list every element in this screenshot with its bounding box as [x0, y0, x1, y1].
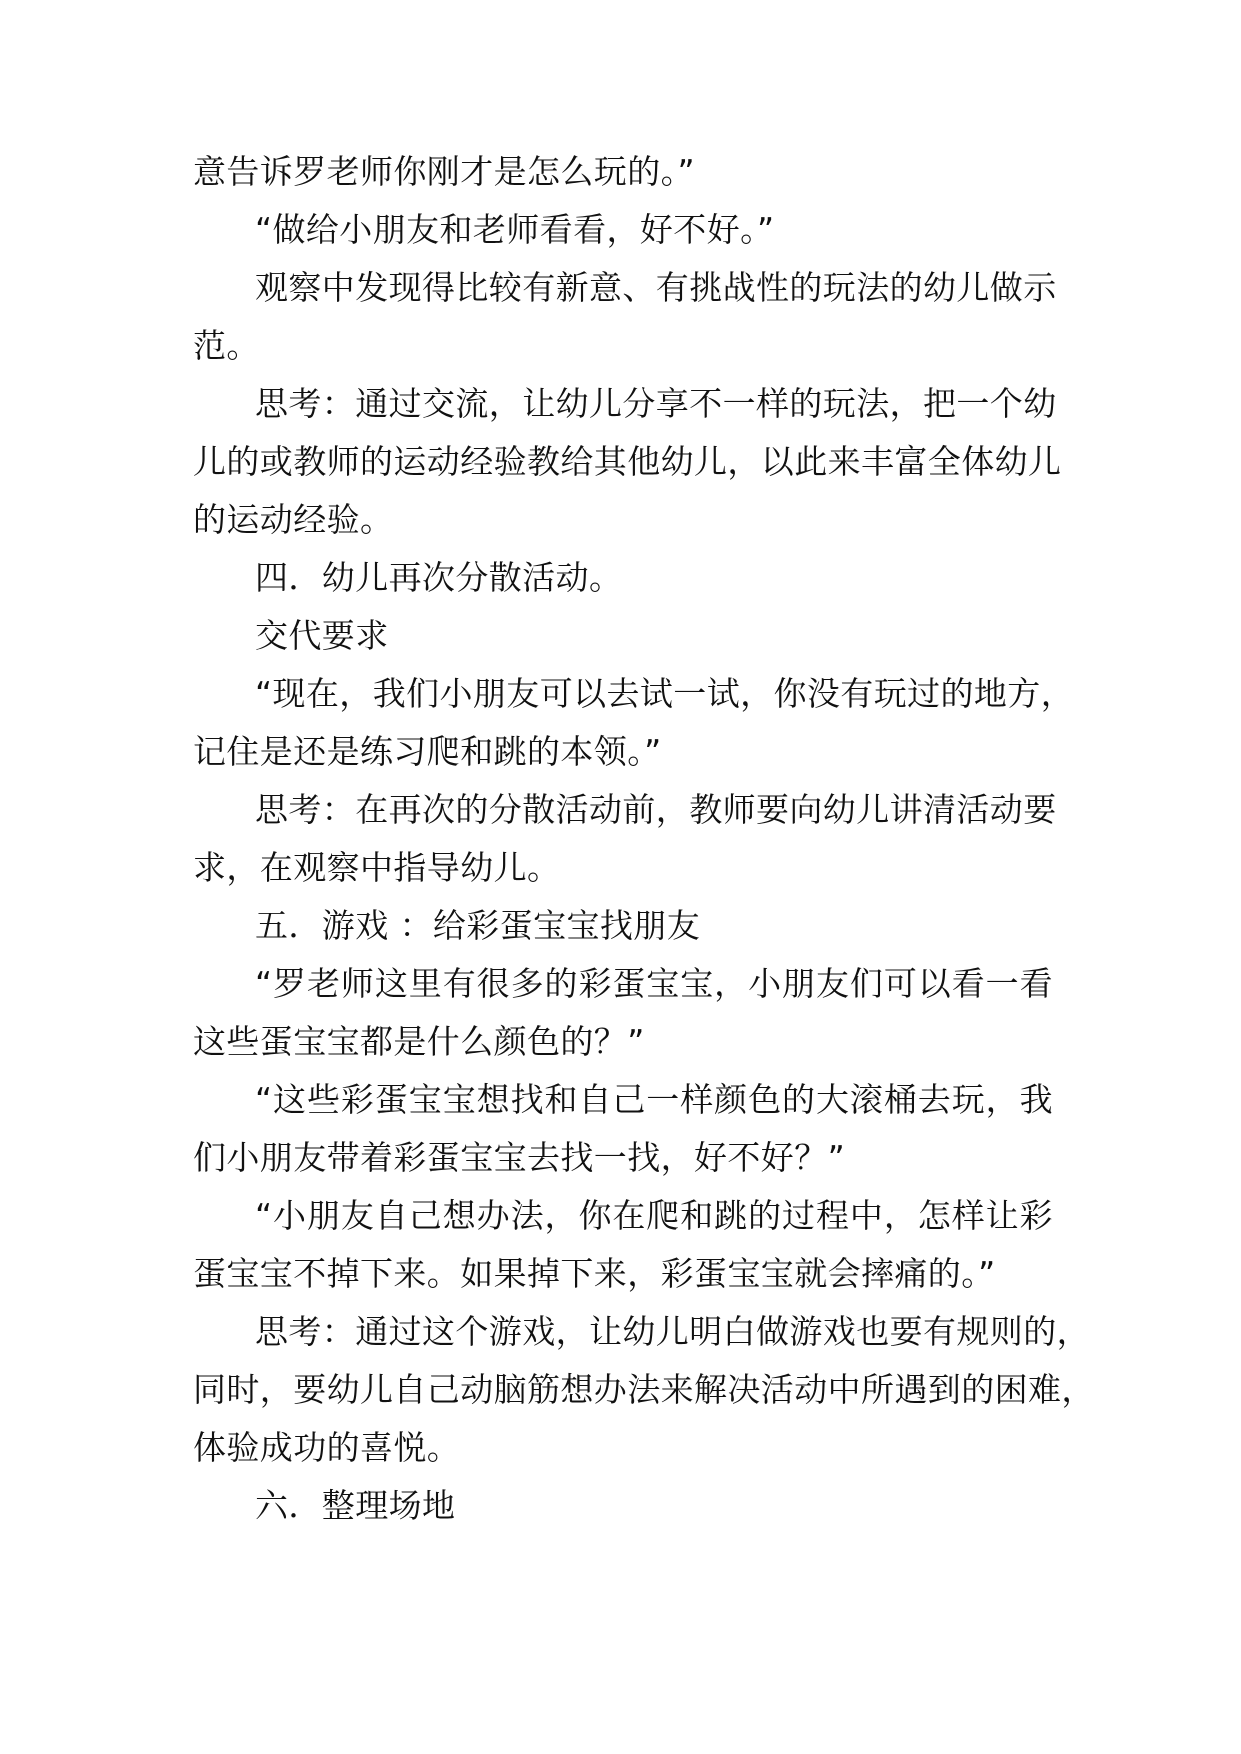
paragraph-line: 的运动经验。	[193, 500, 394, 539]
paragraph-line: 儿的或教师的运动经验教给其他幼儿，以此来丰富全体幼儿	[193, 442, 1062, 481]
paragraph-line: 意告诉罗老师你刚才是怎么玩的。”	[193, 152, 695, 191]
paragraph-line: 同时，要幼儿自己动脑筋想办法来解决活动中所遇到的困难，	[193, 1370, 1095, 1409]
paragraph-line: 蛋宝宝不掉下来。如果掉下来，彩蛋宝宝就会摔痛的。”	[193, 1254, 996, 1293]
paragraph-line: “这些彩蛋宝宝想找和自己一样颜色的大滚桶去玩，我	[255, 1080, 1053, 1119]
paragraph-line: 思考：通过交流，让幼儿分享不一样的玩法，把一个幼	[255, 384, 1057, 423]
paragraph-line: “罗老师这里有很多的彩蛋宝宝，小朋友们可以看一看	[255, 964, 1053, 1003]
section-heading: 六．整理场地	[255, 1486, 456, 1525]
paragraph-line: 观察中发现得比较有新意、有挑战性的玩法的幼儿做示	[255, 268, 1057, 307]
paragraph-line: 记住是还是练习爬和跳的本领。”	[193, 732, 662, 771]
paragraph-line: 们小朋友带着彩蛋宝宝去找一找，好不好？”	[193, 1138, 846, 1177]
paragraph-line: 思考：在再次的分散活动前，教师要向幼儿讲清活动要	[255, 790, 1057, 829]
section-heading: 四．幼儿再次分散活动。	[255, 558, 623, 597]
section-heading: 五．游戏 ：给彩蛋宝宝找朋友	[255, 906, 701, 945]
paragraph-line: 范。	[193, 326, 260, 365]
paragraph-line: “现在，我们小朋友可以去试一试，你没有玩过的地方，	[255, 674, 1075, 713]
paragraph-line: 体验成功的喜悦。	[193, 1428, 461, 1467]
paragraph-line: “做给小朋友和老师看看，好不好。”	[255, 210, 775, 249]
paragraph-line: “小朋友自己想办法，你在爬和跳的过程中，怎样让彩	[255, 1196, 1053, 1235]
paragraph-line: 求，在观察中指导幼儿。	[193, 848, 561, 887]
paragraph-line: 交代要求	[255, 616, 389, 655]
paragraph-line: 这些蛋宝宝都是什么颜色的？”	[193, 1022, 645, 1061]
paragraph-line: 思考：通过这个游戏，让幼儿明白做游戏也要有规则的，	[255, 1312, 1090, 1351]
